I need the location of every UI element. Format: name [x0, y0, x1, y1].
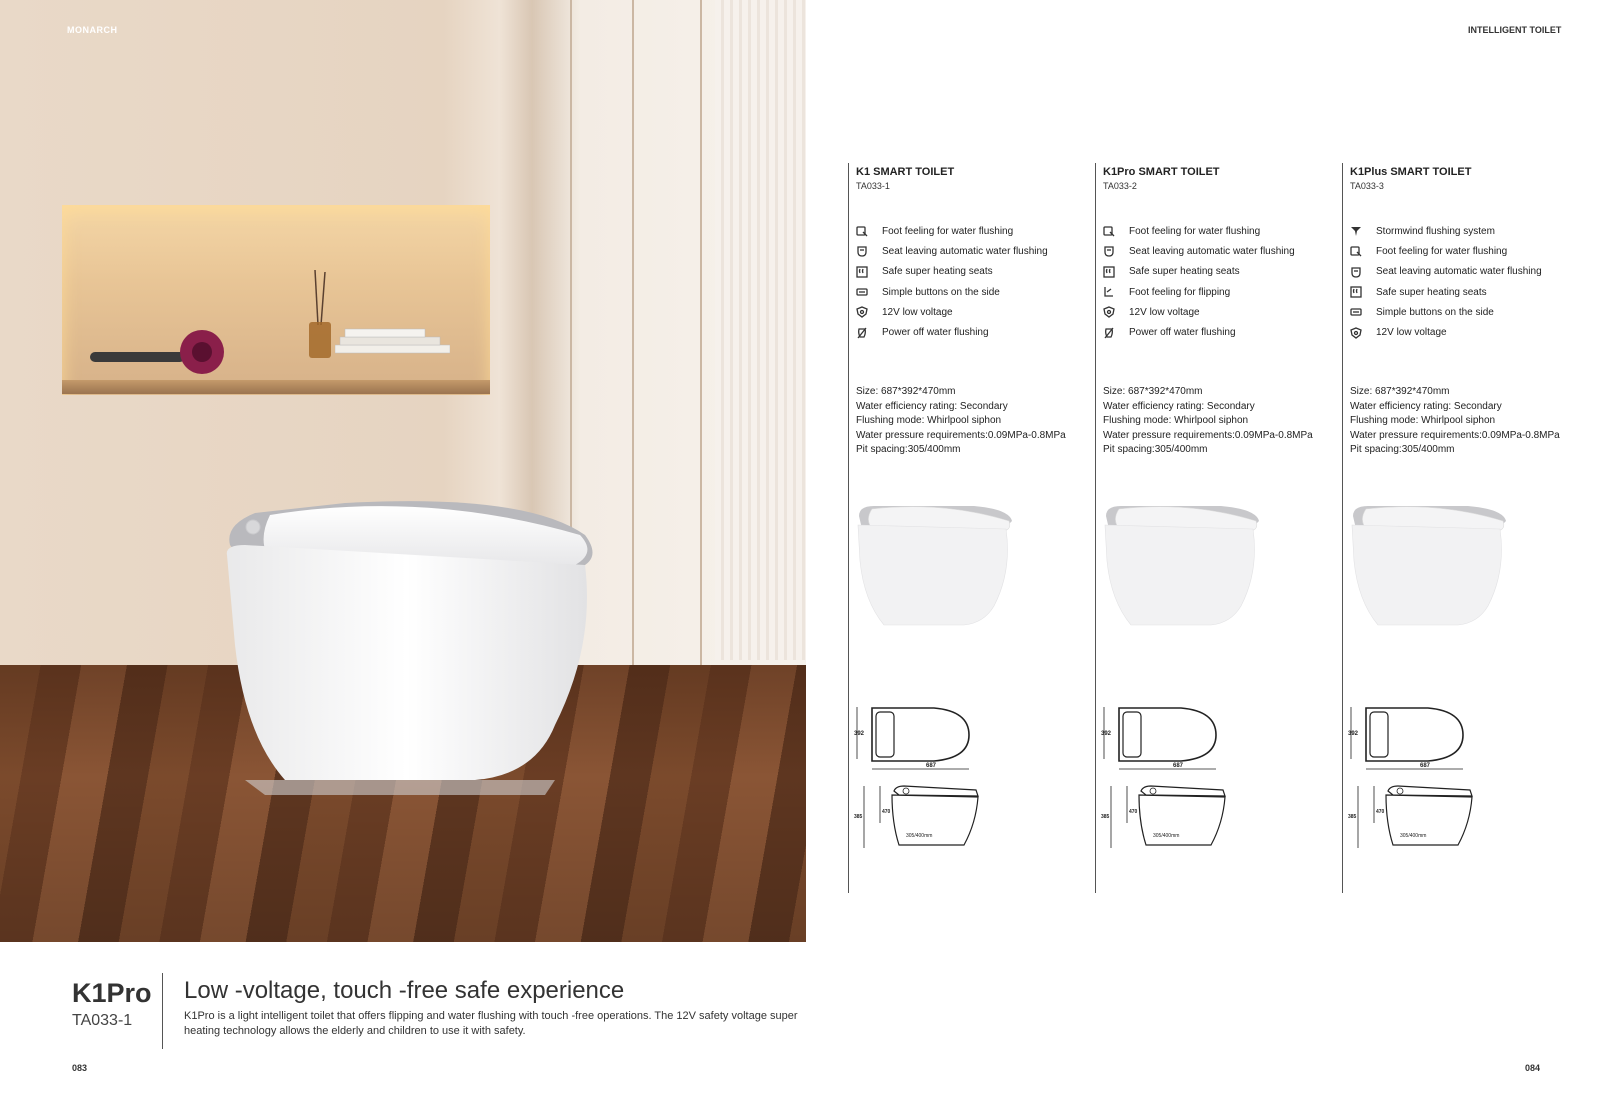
- feature-label: Foot feeling for water flushing: [1376, 245, 1508, 257]
- side-view-diagram: [1348, 783, 1478, 851]
- hero-model-name: K1Pro: [72, 978, 152, 1008]
- dimension-pit-label: 305/400mm: [906, 833, 933, 839]
- feature-label: Foot feeling for water flushing: [1129, 225, 1261, 237]
- top-view-diagram: [1348, 703, 1468, 775]
- product-code: TA033-2: [1103, 181, 1137, 191]
- product-title: K1Pro SMART TOILET: [1103, 166, 1220, 178]
- wall-panel-seam: [700, 0, 702, 732]
- spec-line: Flushing mode: Whirlpool siphon: [1103, 415, 1249, 426]
- feature-item: [1103, 241, 1335, 261]
- foot-flush-icon: [1103, 225, 1115, 237]
- product-title: K1Plus SMART TOILET: [1350, 166, 1472, 178]
- page-number-left: 083: [72, 1063, 88, 1073]
- product-column: [848, 163, 1088, 893]
- spec-list: [1350, 385, 1560, 458]
- product-toilet-image: [854, 501, 1014, 631]
- feature-list: [1350, 221, 1582, 343]
- spec-line: Size: 687*392*470mm: [856, 386, 956, 397]
- books-image: [335, 325, 450, 355]
- feature-label: 12V low voltage: [1129, 306, 1200, 318]
- section-label: INTELLIGENT TOILET: [1468, 25, 1562, 35]
- power-off-flush-icon: [856, 327, 868, 339]
- product-column: [1342, 163, 1582, 893]
- feature-item: [1103, 302, 1335, 322]
- shield-icon: [856, 306, 868, 318]
- niche-shelf: [62, 380, 490, 394]
- spec-line: Size: 687*392*470mm: [1103, 386, 1203, 397]
- dimension-depth-label: 385: [854, 814, 863, 820]
- seat-flush-icon: [1350, 266, 1362, 278]
- foot-flip-icon: [1103, 286, 1115, 298]
- feature-item: [1103, 322, 1335, 342]
- side-buttons-icon: [1350, 306, 1362, 318]
- spec-line: Water pressure requirements:0.09MPa-0.8MPa: [1103, 429, 1313, 441]
- feature-item: [1350, 241, 1582, 261]
- feature-label: Simple buttons on the side: [1376, 306, 1494, 318]
- side-buttons-icon: [856, 286, 868, 298]
- feature-label: Seat leaving automatic water flushing: [1129, 245, 1295, 257]
- feature-item: [1350, 302, 1582, 322]
- reed-diffuser-image: [305, 270, 335, 360]
- feature-label: Seat leaving automatic water flushing: [1376, 266, 1542, 278]
- hair-dryer-image: [90, 330, 230, 380]
- feature-label: Safe super heating seats: [1376, 286, 1487, 298]
- dimension-width-label: 392: [1101, 731, 1112, 737]
- hero-description: K1Pro is a light intelligent toilet that offers flipping and water flushing with touch -free operations. The 12V safety voltage super heating technology allows the elderly and children to use it with safety.: [184, 1010, 798, 1037]
- top-view-diagram: [854, 703, 974, 775]
- product-code: TA033-3: [1350, 181, 1384, 191]
- dimension-pit-label: 305/400mm: [1400, 833, 1427, 839]
- spec-line: Water efficiency rating: Secondary: [856, 400, 1008, 412]
- spec-list: [856, 385, 1066, 458]
- feature-item: [856, 322, 1088, 342]
- dimension-length-label: 687: [1420, 763, 1431, 769]
- hero-photo: [0, 0, 806, 942]
- feature-list: [1103, 221, 1335, 343]
- feature-label: Safe super heating seats: [1129, 266, 1240, 278]
- feature-item: [856, 262, 1088, 282]
- product-toilet-image: [1348, 501, 1508, 631]
- feature-item: [1350, 262, 1582, 282]
- spec-line: Water pressure requirements:0.09MPa-0.8MPa: [1350, 429, 1560, 441]
- dimension-height-label: 470: [1129, 809, 1138, 815]
- heating-seat-icon: [1103, 266, 1115, 278]
- feature-item: [1350, 282, 1582, 302]
- product-code: TA033-1: [856, 181, 890, 191]
- dimension-width-label: 392: [854, 731, 865, 737]
- dimension-depth-label: 385: [1348, 814, 1357, 820]
- hero-model-code: TA033-1: [72, 1012, 133, 1029]
- dimension-width-label: 392: [1348, 731, 1359, 737]
- feature-label: Power off water flushing: [1129, 327, 1236, 339]
- feature-item: [856, 221, 1088, 241]
- feature-label: Foot feeling for flipping: [1129, 286, 1231, 298]
- dimension-length-label: 687: [1173, 763, 1184, 769]
- dimension-pit-label: 305/400mm: [1153, 833, 1180, 839]
- side-view-diagram: [854, 783, 984, 851]
- spec-list: [1103, 385, 1313, 458]
- spec-line: Water efficiency rating: Secondary: [1350, 400, 1502, 412]
- seat-flush-icon: [856, 245, 868, 257]
- stormwind-flush-icon: [1350, 225, 1362, 237]
- brand-label: MONARCH: [67, 25, 118, 35]
- top-view-diagram: [1101, 703, 1221, 775]
- dimension-length-label: 687: [926, 763, 937, 769]
- heating-seat-icon: [856, 266, 868, 278]
- feature-item: [1103, 282, 1335, 302]
- side-view-diagram: [1101, 783, 1231, 851]
- spec-line: Flushing mode: Whirlpool siphon: [1350, 415, 1496, 426]
- feature-label: Simple buttons on the side: [882, 286, 1000, 298]
- feature-label: Seat leaving automatic water flushing: [882, 245, 1048, 257]
- shield-icon: [1350, 327, 1362, 339]
- feature-label: Safe super heating seats: [882, 266, 993, 278]
- spec-line: Water efficiency rating: Secondary: [1103, 400, 1255, 412]
- hero-divider: [162, 973, 163, 1049]
- feature-label: Foot feeling for water flushing: [882, 225, 1014, 237]
- feature-label: Stormwind flushing system: [1376, 225, 1495, 237]
- dimension-depth-label: 385: [1101, 814, 1110, 820]
- seat-flush-icon: [1103, 245, 1115, 257]
- product-column: [1095, 163, 1335, 893]
- feature-item: [1103, 262, 1335, 282]
- feature-label: 12V low voltage: [1376, 327, 1447, 339]
- feature-item: [856, 282, 1088, 302]
- power-off-flush-icon: [1103, 327, 1115, 339]
- dimension-height-label: 470: [882, 809, 891, 815]
- spec-line: Pit spacing:305/400mm: [856, 444, 961, 455]
- heating-seat-icon: [1350, 286, 1362, 298]
- product-title: K1 SMART TOILET: [856, 166, 955, 178]
- product-toilet-image: [1101, 501, 1261, 631]
- spec-line: Pit spacing:305/400mm: [1350, 444, 1455, 455]
- foot-flush-icon: [1350, 245, 1362, 257]
- dimension-height-label: 470: [1376, 809, 1385, 815]
- feature-item: [1103, 221, 1335, 241]
- feature-label: Power off water flushing: [882, 327, 989, 339]
- hero-toilet-image: [225, 495, 610, 805]
- spec-line: Water pressure requirements:0.09MPa-0.8MPa: [856, 429, 1066, 441]
- feature-item: [856, 302, 1088, 322]
- feature-item: [1350, 322, 1582, 342]
- spec-line: Pit spacing:305/400mm: [1103, 444, 1208, 455]
- page-number-right: 084: [1525, 1063, 1541, 1073]
- window-curtain: [715, 0, 806, 660]
- feature-item: [856, 241, 1088, 261]
- hero-headline: Low -voltage, touch -free safe experience: [184, 977, 625, 1004]
- feature-list: [856, 221, 1088, 343]
- feature-item: [1350, 221, 1582, 241]
- shield-icon: [1103, 306, 1115, 318]
- wall-panel-seam: [632, 0, 634, 732]
- foot-flush-icon: [856, 225, 868, 237]
- spec-line: Size: 687*392*470mm: [1350, 386, 1450, 397]
- feature-label: 12V low voltage: [882, 306, 953, 318]
- spec-line: Flushing mode: Whirlpool siphon: [856, 415, 1002, 426]
